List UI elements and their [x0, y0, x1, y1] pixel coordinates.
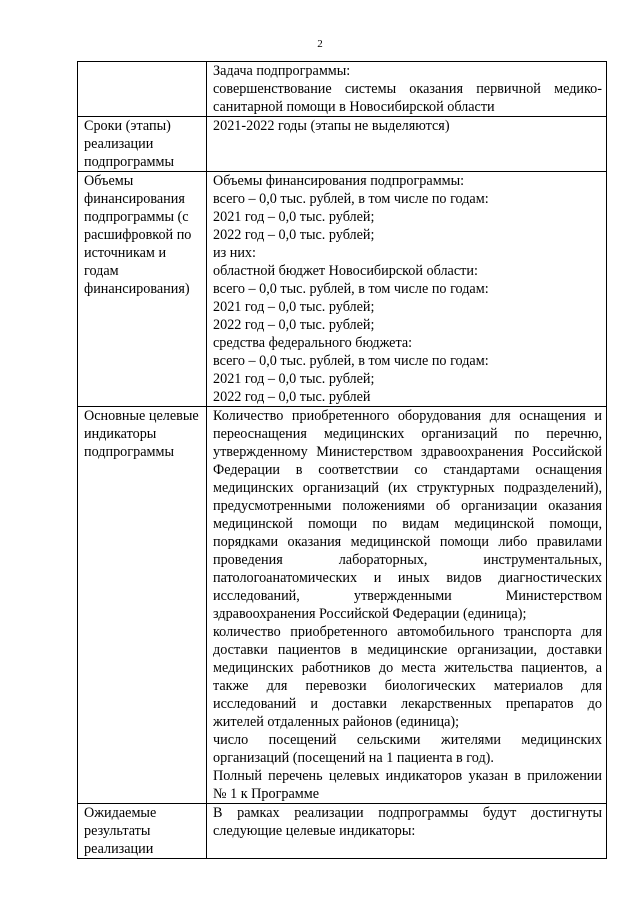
task-text: совершенствование системы оказания первичной медико-санитарной помощи в Новосибирской области	[213, 81, 602, 115]
terms-text: 2021-2022 годы (этапы не выделяются)	[213, 118, 450, 134]
row-label-empty	[78, 62, 207, 117]
indicator-paragraph: число посещений сельскими жителями медицинских организаций (посещений на 1 пациента в год).	[213, 732, 602, 766]
funding-line: 2021 год – 0,0 тыс. рублей;	[213, 299, 375, 315]
row-label-funding: Объемы финансирования подпрограммы (с расшифровкой по источникам и годам финансирования)	[78, 172, 207, 407]
funding-line: 2021 год – 0,0 тыс. рублей;	[213, 371, 375, 387]
results-cell	[207, 804, 607, 859]
funding-line: всего – 0,0 тыс. рублей, в том числе по годам:	[213, 281, 489, 297]
row-label-indicators: Основные целевые индикаторы подпрограммы	[78, 407, 207, 804]
funding-line: всего – 0,0 тыс. рублей, в том числе по годам:	[213, 191, 489, 207]
row-label-terms: Сроки (этапы) реализации подпрограммы	[78, 117, 207, 172]
passport-table	[77, 61, 607, 859]
results-text: В рамках реализации подпрограммы будут достигнуты следующие целевые индикаторы:	[213, 805, 602, 839]
table-row	[78, 804, 607, 859]
funding-line: из них:	[213, 245, 256, 261]
funding-cell	[207, 172, 607, 407]
table-row	[78, 172, 607, 407]
task-heading: Задача подпрограммы:	[213, 63, 351, 79]
funding-line: 2022 год – 0,0 тыс. рублей;	[213, 317, 375, 333]
task-cell	[207, 62, 607, 117]
row-label-results: Ожидаемые результаты реализации	[78, 804, 207, 859]
funding-line: областной бюджет Новосибирской области:	[213, 263, 478, 279]
page-number: 2	[317, 38, 323, 50]
indicator-paragraph: Полный перечень целевых индикаторов указан в приложении № 1 к Программе	[213, 768, 602, 802]
funding-line: 2021 год – 0,0 тыс. рублей;	[213, 209, 375, 225]
table-row	[78, 117, 607, 172]
funding-line: 2022 год – 0,0 тыс. рублей;	[213, 227, 375, 243]
funding-line: средства федерального бюджета:	[213, 335, 413, 351]
terms-cell	[207, 117, 607, 172]
indicators-cell	[207, 407, 607, 804]
funding-line: всего – 0,0 тыс. рублей, в том числе по годам:	[213, 353, 489, 369]
funding-line: Объемы финансирования подпрограммы:	[213, 173, 465, 189]
table-row	[78, 62, 607, 117]
indicator-paragraph: Количество приобретенного оборудования для оснащения и переоснащения медицинских организаций по перечню, утвержденному Министерством здравоохранения Российской Федерации в соответствии со стандартами оснащения медицинских организаций (их структурных подразделений), предусмотренными положениями об организации оказания медицинской помощи по видам медицинской помощи, порядками оказания медицинской помощи либо правилами проведения лабораторных, инструментальных, патологоанатомических и иных видов диагностических исследований, утвержденными Министерством здравоохранения Российской Федерации (единица);	[213, 408, 602, 622]
funding-line: 2022 год – 0,0 тыс. рублей	[213, 389, 371, 405]
indicator-paragraph: количество приобретенного автомобильного транспорта для доставки пациентов в медицинские организации, доставки медицинских работников до места жительства пациентов, а также для перевозки биологических материалов для исследований и доставки лекарственных препаратов до жителей отдаленных районов (единица);	[213, 624, 602, 730]
table-row	[78, 407, 607, 804]
